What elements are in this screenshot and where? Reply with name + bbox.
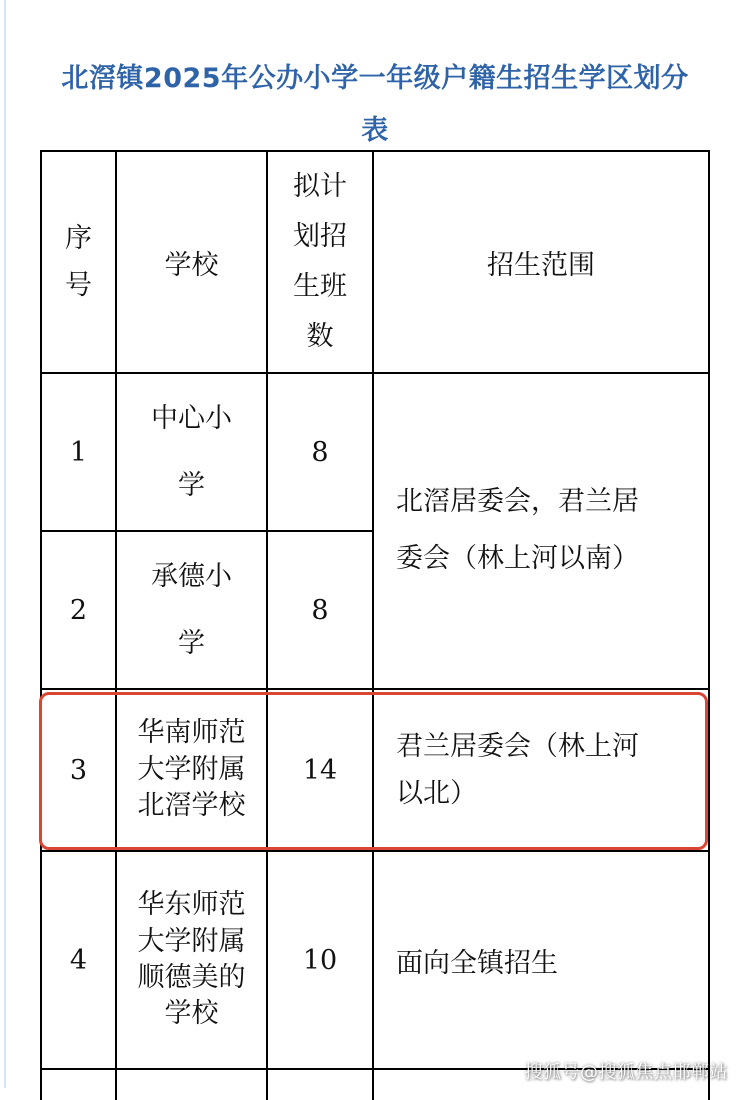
row-3-school: 华南师范大学附属北滘学校	[137, 717, 246, 822]
rows-1-2-enrollment-range: 北滘居委会，君兰居委会（林上河以南）	[396, 486, 639, 574]
header-planned-classes: 拟计划招生班数	[292, 171, 347, 352]
row-2-school: 承德小学	[151, 560, 232, 659]
row-1-index: 1	[69, 436, 88, 468]
row-4-enrollment-range: 面向全镇招生	[396, 947, 558, 979]
header-index: 序号	[65, 222, 92, 301]
row-3-classes: 14	[302, 754, 338, 786]
row-3-enrollment-range: 君兰居委会（林上河以北）	[396, 730, 639, 809]
table-title-continued: 表	[361, 115, 389, 146]
row-4-index: 4	[69, 944, 88, 976]
row-1-school: 中心小学	[151, 402, 232, 501]
page-edge-rule	[4, 0, 6, 1088]
row-4-classes: 10	[302, 944, 338, 976]
row-1-classes: 8	[311, 436, 329, 468]
highlight-box-row-3	[39, 692, 708, 850]
enrollment-district-table	[40, 150, 710, 1100]
header-enrollment-range: 招生范围	[487, 249, 595, 281]
table-right-border	[708, 150, 710, 1100]
header-school: 学校	[164, 249, 219, 281]
watermark: 搜狐号@搜狐焦点邯郸站	[524, 1062, 728, 1083]
table-title: 北滘镇2025年公办小学一年级户籍生招生学区划分	[61, 63, 689, 94]
row-2-classes: 8	[311, 594, 329, 626]
row-4-school: 华东师范大学附属顺德美的学校	[137, 889, 246, 1030]
row-3-index: 3	[69, 754, 88, 786]
row-2-index: 2	[69, 594, 88, 626]
